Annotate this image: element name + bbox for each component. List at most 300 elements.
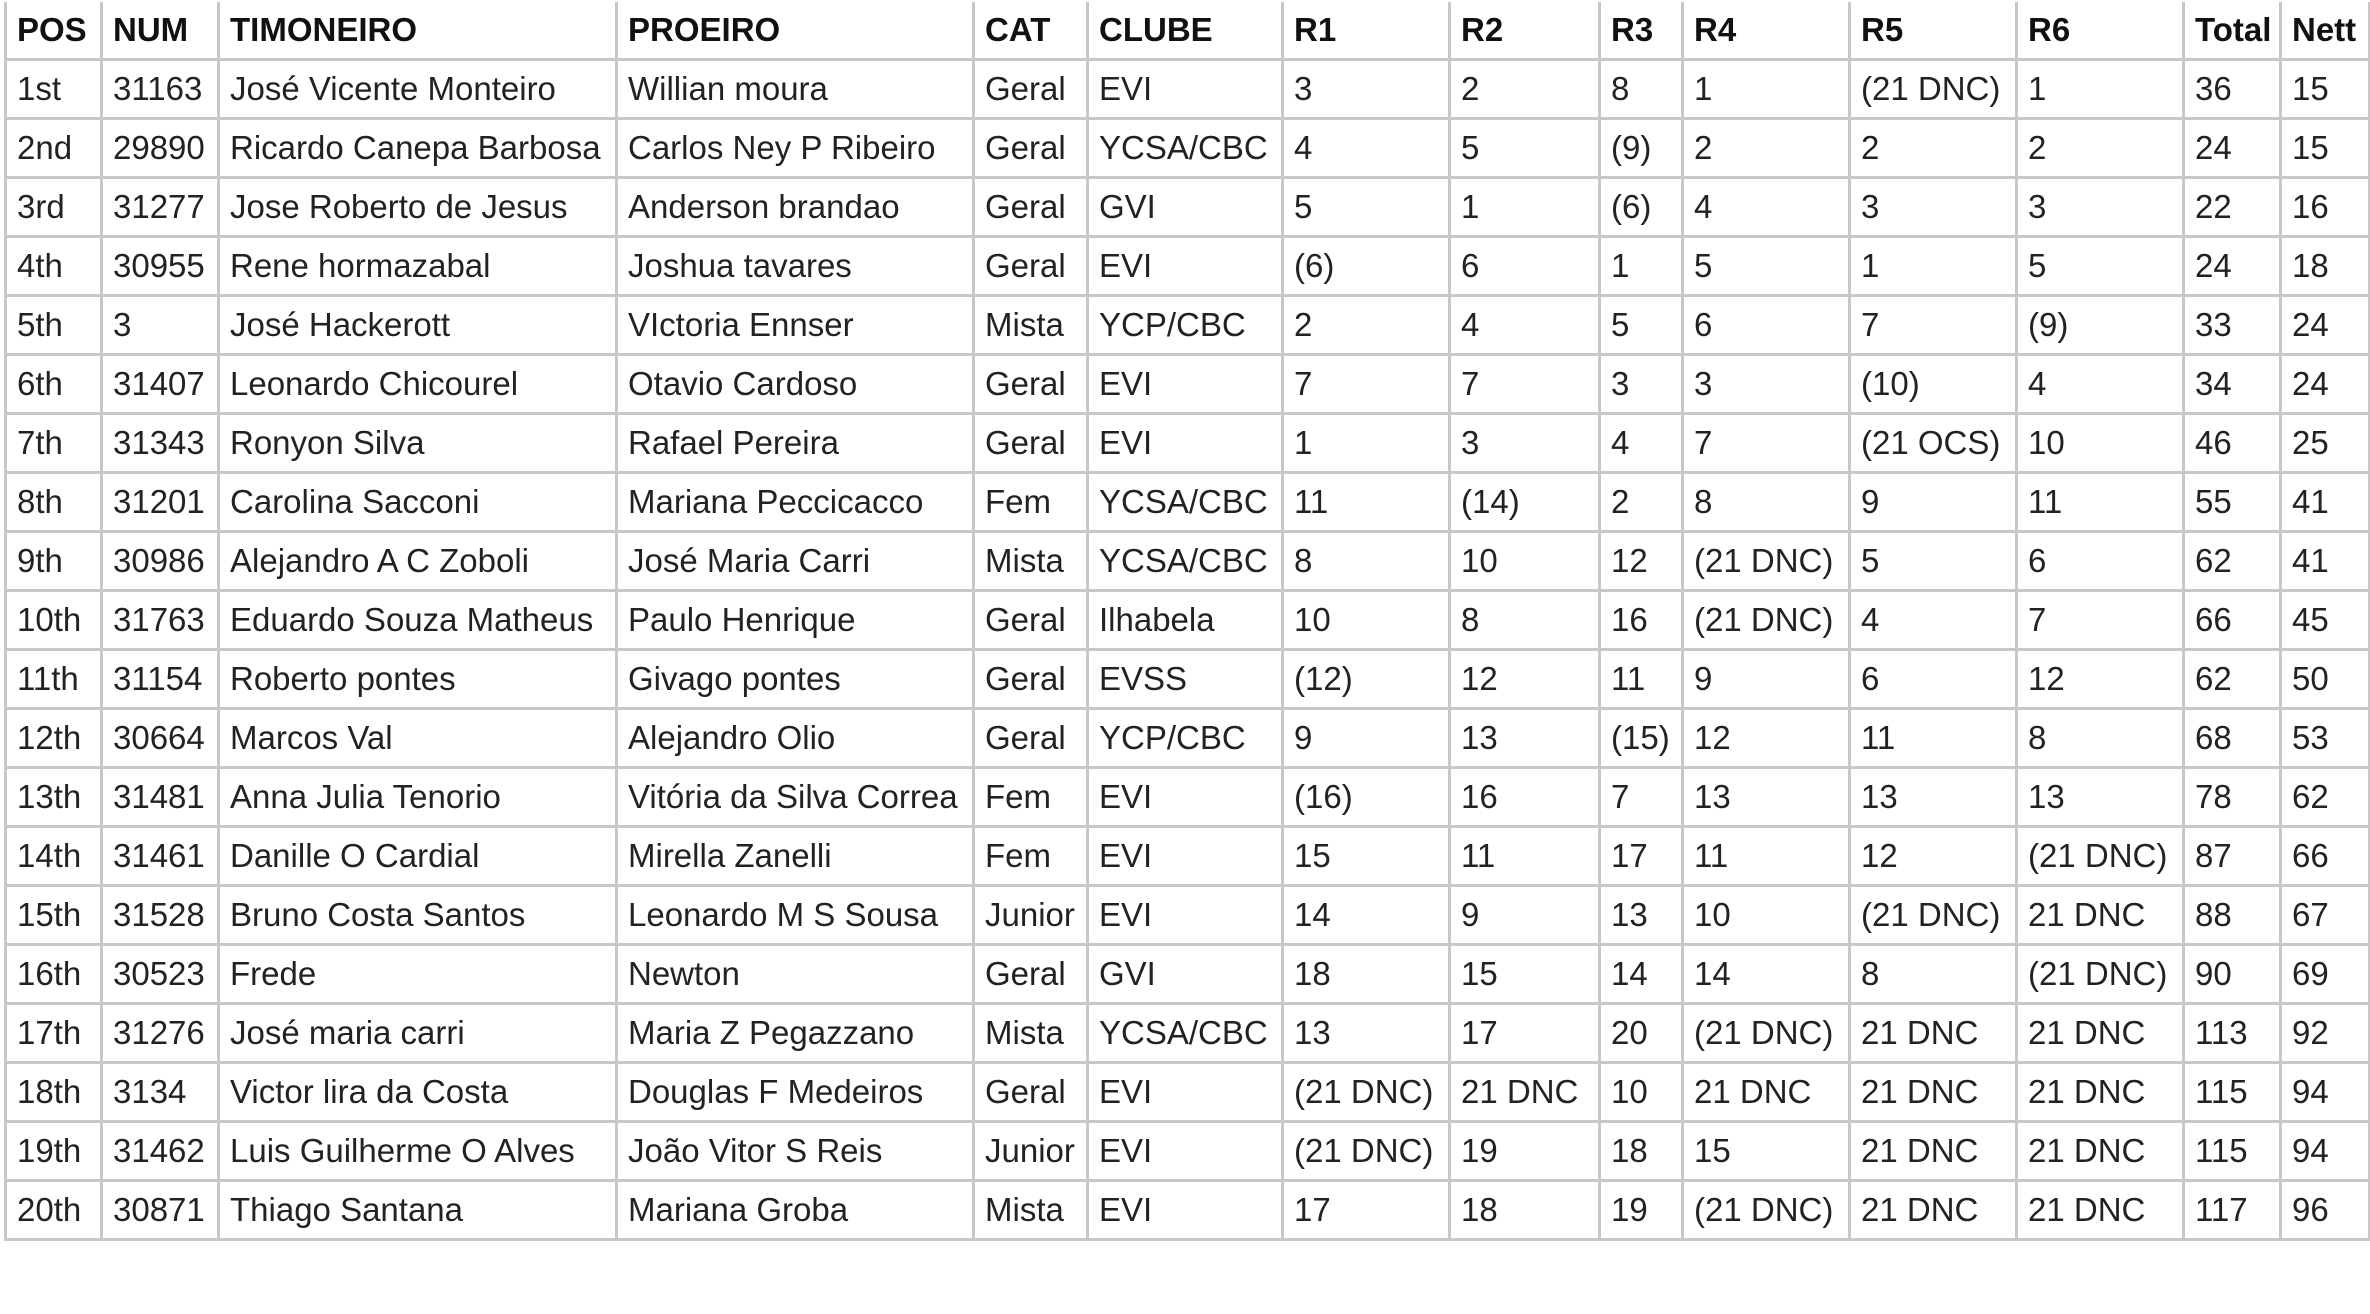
cell-total: 33 xyxy=(2184,296,2281,355)
cell-r4: 9 xyxy=(1683,650,1850,709)
cell-r2: 1 xyxy=(1450,178,1600,237)
cell-clube: YCSA/CBC xyxy=(1088,473,1283,532)
column-header-r3: R3 xyxy=(1600,2,1683,60)
cell-r3: 8 xyxy=(1600,60,1683,119)
cell-r3: 5 xyxy=(1600,296,1683,355)
cell-proeiro: Willian moura xyxy=(617,60,974,119)
cell-r1: 8 xyxy=(1283,532,1450,591)
cell-clube: EVI xyxy=(1088,886,1283,945)
cell-r2: 4 xyxy=(1450,296,1600,355)
cell-pos: 13th xyxy=(6,768,102,827)
cell-cat: Geral xyxy=(974,591,1088,650)
cell-clube: YCSA/CBC xyxy=(1088,1004,1283,1063)
cell-r1: 4 xyxy=(1283,119,1450,178)
cell-total: 87 xyxy=(2184,827,2281,886)
column-header-cat: CAT xyxy=(974,2,1088,60)
cell-proeiro: Joshua tavares xyxy=(617,237,974,296)
cell-pos: 18th xyxy=(6,1063,102,1122)
cell-r5: 9 xyxy=(1850,473,2017,532)
cell-clube: YCP/CBC xyxy=(1088,709,1283,768)
cell-pos: 15th xyxy=(6,886,102,945)
cell-r3: 3 xyxy=(1600,355,1683,414)
cell-r2: 5 xyxy=(1450,119,1600,178)
cell-proeiro: João Vitor S Reis xyxy=(617,1122,974,1181)
cell-pos: 19th xyxy=(6,1122,102,1181)
cell-proeiro: Mirella Zanelli xyxy=(617,827,974,886)
cell-cat: Geral xyxy=(974,119,1088,178)
cell-r2: 18 xyxy=(1450,1181,1600,1240)
cell-proeiro: Mariana Peccicacco xyxy=(617,473,974,532)
cell-pos: 6th xyxy=(6,355,102,414)
cell-timoneiro: Thiago Santana xyxy=(219,1181,617,1240)
cell-num: 30664 xyxy=(102,709,219,768)
cell-r1: (21 DNC) xyxy=(1283,1063,1450,1122)
cell-cat: Geral xyxy=(974,650,1088,709)
table-row xyxy=(6,473,2370,532)
column-header-r6: R6 xyxy=(2017,2,2184,60)
cell-pos: 20th xyxy=(6,1181,102,1240)
cell-timoneiro: Ricardo Canepa Barbosa xyxy=(219,119,617,178)
cell-nett: 25 xyxy=(2281,414,2370,473)
cell-r6: (21 DNC) xyxy=(2017,827,2184,886)
cell-timoneiro: José maria carri xyxy=(219,1004,617,1063)
cell-pos: 5th xyxy=(6,296,102,355)
cell-num: 3134 xyxy=(102,1063,219,1122)
cell-r5: 2 xyxy=(1850,119,2017,178)
cell-clube: GVI xyxy=(1088,945,1283,1004)
cell-proeiro: Vitória da Silva Correa xyxy=(617,768,974,827)
cell-num: 31163 xyxy=(102,60,219,119)
table-row xyxy=(6,119,2370,178)
column-header-proeiro: PROEIRO xyxy=(617,2,974,60)
cell-r1: 11 xyxy=(1283,473,1450,532)
cell-clube: YCSA/CBC xyxy=(1088,532,1283,591)
cell-clube: EVI xyxy=(1088,1063,1283,1122)
cell-clube: EVI xyxy=(1088,414,1283,473)
cell-timoneiro: Carolina Sacconi xyxy=(219,473,617,532)
cell-pos: 7th xyxy=(6,414,102,473)
cell-proeiro: Newton xyxy=(617,945,974,1004)
cell-num: 31154 xyxy=(102,650,219,709)
cell-r4: 14 xyxy=(1683,945,1850,1004)
cell-r5: (21 DNC) xyxy=(1850,60,2017,119)
cell-r6: 8 xyxy=(2017,709,2184,768)
table-row xyxy=(6,296,2370,355)
cell-r3: (9) xyxy=(1600,119,1683,178)
table-row xyxy=(6,1122,2370,1181)
cell-cat: Geral xyxy=(974,237,1088,296)
cell-pos: 11th xyxy=(6,650,102,709)
column-header-clube: CLUBE xyxy=(1088,2,1283,60)
results-table xyxy=(4,2,2370,1241)
cell-r3: 17 xyxy=(1600,827,1683,886)
cell-r4: 7 xyxy=(1683,414,1850,473)
cell-r2: (14) xyxy=(1450,473,1600,532)
cell-total: 88 xyxy=(2184,886,2281,945)
cell-r1: 1 xyxy=(1283,414,1450,473)
table-row xyxy=(6,532,2370,591)
cell-cat: Geral xyxy=(974,1063,1088,1122)
cell-pos: 2nd xyxy=(6,119,102,178)
cell-pos: 10th xyxy=(6,591,102,650)
cell-r1: 18 xyxy=(1283,945,1450,1004)
cell-r2: 6 xyxy=(1450,237,1600,296)
table-row xyxy=(6,591,2370,650)
cell-clube: EVI xyxy=(1088,60,1283,119)
cell-pos: 14th xyxy=(6,827,102,886)
cell-clube: EVI xyxy=(1088,237,1283,296)
cell-cat: Mista xyxy=(974,296,1088,355)
cell-nett: 53 xyxy=(2281,709,2370,768)
cell-r5: 6 xyxy=(1850,650,2017,709)
table-row xyxy=(6,709,2370,768)
cell-r2: 21 DNC xyxy=(1450,1063,1600,1122)
cell-total: 34 xyxy=(2184,355,2281,414)
cell-r2: 19 xyxy=(1450,1122,1600,1181)
cell-num: 31462 xyxy=(102,1122,219,1181)
cell-total: 36 xyxy=(2184,60,2281,119)
cell-clube: YCSA/CBC xyxy=(1088,119,1283,178)
cell-timoneiro: Ronyon Silva xyxy=(219,414,617,473)
cell-r3: (6) xyxy=(1600,178,1683,237)
cell-pos: 8th xyxy=(6,473,102,532)
cell-r5: 21 DNC xyxy=(1850,1181,2017,1240)
cell-total: 62 xyxy=(2184,650,2281,709)
cell-r6: 21 DNC xyxy=(2017,1122,2184,1181)
cell-r4: 2 xyxy=(1683,119,1850,178)
table-row xyxy=(6,1004,2370,1063)
cell-r4: (21 DNC) xyxy=(1683,1004,1850,1063)
cell-proeiro: Paulo Henrique xyxy=(617,591,974,650)
cell-clube: EVI xyxy=(1088,1122,1283,1181)
cell-r4: (21 DNC) xyxy=(1683,591,1850,650)
cell-r6: 10 xyxy=(2017,414,2184,473)
cell-cat: Geral xyxy=(974,414,1088,473)
cell-proeiro: Maria Z Pegazzano xyxy=(617,1004,974,1063)
table-header xyxy=(6,2,2370,60)
cell-r4: 11 xyxy=(1683,827,1850,886)
cell-num: 30523 xyxy=(102,945,219,1004)
cell-proeiro: Rafael Pereira xyxy=(617,414,974,473)
cell-timoneiro: Jose Roberto de Jesus xyxy=(219,178,617,237)
cell-r6: 5 xyxy=(2017,237,2184,296)
cell-r5: 7 xyxy=(1850,296,2017,355)
cell-r1: 10 xyxy=(1283,591,1450,650)
cell-r2: 3 xyxy=(1450,414,1600,473)
cell-r1: 9 xyxy=(1283,709,1450,768)
cell-r6: 21 DNC xyxy=(2017,886,2184,945)
cell-timoneiro: José Vicente Monteiro xyxy=(219,60,617,119)
cell-cat: Junior xyxy=(974,886,1088,945)
cell-r3: 18 xyxy=(1600,1122,1683,1181)
cell-total: 78 xyxy=(2184,768,2281,827)
cell-r4: 21 DNC xyxy=(1683,1063,1850,1122)
cell-total: 90 xyxy=(2184,945,2281,1004)
cell-r4: 6 xyxy=(1683,296,1850,355)
cell-r3: 10 xyxy=(1600,1063,1683,1122)
column-header-timoneiro: TIMONEIRO xyxy=(219,2,617,60)
cell-r4: 8 xyxy=(1683,473,1850,532)
cell-r2: 7 xyxy=(1450,355,1600,414)
table-row xyxy=(6,60,2370,119)
cell-timoneiro: Alejandro A C Zoboli xyxy=(219,532,617,591)
cell-cat: Geral xyxy=(974,60,1088,119)
cell-clube: GVI xyxy=(1088,178,1283,237)
cell-nett: 15 xyxy=(2281,60,2370,119)
cell-cat: Geral xyxy=(974,709,1088,768)
cell-r6: 12 xyxy=(2017,650,2184,709)
cell-total: 55 xyxy=(2184,473,2281,532)
cell-r2: 13 xyxy=(1450,709,1600,768)
cell-r2: 8 xyxy=(1450,591,1600,650)
cell-r3: 1 xyxy=(1600,237,1683,296)
cell-timoneiro: Frede xyxy=(219,945,617,1004)
cell-r4: 5 xyxy=(1683,237,1850,296)
cell-r6: 4 xyxy=(2017,355,2184,414)
cell-proeiro: Mariana Groba xyxy=(617,1181,974,1240)
cell-r6: 7 xyxy=(2017,591,2184,650)
column-header-nett: Nett xyxy=(2281,2,2370,60)
cell-pos: 1st xyxy=(6,60,102,119)
cell-r6: 21 DNC xyxy=(2017,1004,2184,1063)
cell-num: 31528 xyxy=(102,886,219,945)
table-row xyxy=(6,1181,2370,1240)
cell-r6: 21 DNC xyxy=(2017,1181,2184,1240)
cell-num: 30871 xyxy=(102,1181,219,1240)
cell-pos: 4th xyxy=(6,237,102,296)
table-row xyxy=(6,650,2370,709)
cell-r1: (16) xyxy=(1283,768,1450,827)
cell-pos: 9th xyxy=(6,532,102,591)
table-row xyxy=(6,414,2370,473)
cell-r4: (21 DNC) xyxy=(1683,1181,1850,1240)
cell-nett: 15 xyxy=(2281,119,2370,178)
cell-r3: 7 xyxy=(1600,768,1683,827)
cell-timoneiro: José Hackerott xyxy=(219,296,617,355)
cell-total: 68 xyxy=(2184,709,2281,768)
cell-pos: 17th xyxy=(6,1004,102,1063)
cell-r1: 2 xyxy=(1283,296,1450,355)
cell-r5: 4 xyxy=(1850,591,2017,650)
cell-r5: 11 xyxy=(1850,709,2017,768)
cell-timoneiro: Anna Julia Tenorio xyxy=(219,768,617,827)
cell-nett: 92 xyxy=(2281,1004,2370,1063)
cell-r1: 3 xyxy=(1283,60,1450,119)
cell-nett: 62 xyxy=(2281,768,2370,827)
cell-r5: 1 xyxy=(1850,237,2017,296)
cell-r3: 2 xyxy=(1600,473,1683,532)
cell-r2: 10 xyxy=(1450,532,1600,591)
cell-pos: 12th xyxy=(6,709,102,768)
cell-nett: 66 xyxy=(2281,827,2370,886)
cell-r1: 17 xyxy=(1283,1181,1450,1240)
cell-timoneiro: Roberto pontes xyxy=(219,650,617,709)
cell-r3: 13 xyxy=(1600,886,1683,945)
cell-nett: 24 xyxy=(2281,296,2370,355)
cell-timoneiro: Luis Guilherme O Alves xyxy=(219,1122,617,1181)
cell-timoneiro: Danille O Cardial xyxy=(219,827,617,886)
cell-r6: (9) xyxy=(2017,296,2184,355)
cell-num: 31277 xyxy=(102,178,219,237)
cell-total: 115 xyxy=(2184,1063,2281,1122)
table-row xyxy=(6,178,2370,237)
cell-r1: 13 xyxy=(1283,1004,1450,1063)
cell-proeiro: VIctoria Ennser xyxy=(617,296,974,355)
cell-clube: EVI xyxy=(1088,355,1283,414)
cell-r5: 5 xyxy=(1850,532,2017,591)
cell-cat: Mista xyxy=(974,1181,1088,1240)
column-header-pos: POS xyxy=(6,2,102,60)
cell-r3: 20 xyxy=(1600,1004,1683,1063)
cell-total: 24 xyxy=(2184,237,2281,296)
table-row xyxy=(6,768,2370,827)
cell-proeiro: Alejandro Olio xyxy=(617,709,974,768)
cell-proeiro: Givago pontes xyxy=(617,650,974,709)
cell-r5: 21 DNC xyxy=(1850,1122,2017,1181)
cell-r2: 9 xyxy=(1450,886,1600,945)
cell-r3: 11 xyxy=(1600,650,1683,709)
cell-r6: 2 xyxy=(2017,119,2184,178)
cell-num: 30955 xyxy=(102,237,219,296)
cell-total: 24 xyxy=(2184,119,2281,178)
cell-r5: 21 DNC xyxy=(1850,1004,2017,1063)
cell-r4: (21 DNC) xyxy=(1683,532,1850,591)
cell-num: 31343 xyxy=(102,414,219,473)
cell-num: 31276 xyxy=(102,1004,219,1063)
cell-r6: (21 DNC) xyxy=(2017,945,2184,1004)
cell-r5: 13 xyxy=(1850,768,2017,827)
cell-r2: 11 xyxy=(1450,827,1600,886)
cell-total: 46 xyxy=(2184,414,2281,473)
cell-timoneiro: Bruno Costa Santos xyxy=(219,886,617,945)
cell-r6: 3 xyxy=(2017,178,2184,237)
cell-r1: 7 xyxy=(1283,355,1450,414)
column-header-total: Total xyxy=(2184,2,2281,60)
cell-total: 22 xyxy=(2184,178,2281,237)
cell-total: 115 xyxy=(2184,1122,2281,1181)
cell-r1: 15 xyxy=(1283,827,1450,886)
cell-nett: 18 xyxy=(2281,237,2370,296)
cell-cat: Mista xyxy=(974,1004,1088,1063)
cell-pos: 16th xyxy=(6,945,102,1004)
cell-proeiro: Douglas F Medeiros xyxy=(617,1063,974,1122)
cell-r3: 19 xyxy=(1600,1181,1683,1240)
cell-r5: 21 DNC xyxy=(1850,1063,2017,1122)
cell-clube: EVI xyxy=(1088,768,1283,827)
table-row xyxy=(6,355,2370,414)
cell-cat: Fem xyxy=(974,473,1088,532)
column-header-r5: R5 xyxy=(1850,2,2017,60)
cell-total: 117 xyxy=(2184,1181,2281,1240)
cell-nett: 16 xyxy=(2281,178,2370,237)
cell-nett: 94 xyxy=(2281,1063,2370,1122)
cell-nett: 96 xyxy=(2281,1181,2370,1240)
cell-r2: 12 xyxy=(1450,650,1600,709)
cell-timoneiro: Victor lira da Costa xyxy=(219,1063,617,1122)
cell-r4: 3 xyxy=(1683,355,1850,414)
cell-r4: 13 xyxy=(1683,768,1850,827)
header-row xyxy=(6,2,2370,60)
cell-pos: 3rd xyxy=(6,178,102,237)
cell-cat: Mista xyxy=(974,532,1088,591)
cell-r4: 1 xyxy=(1683,60,1850,119)
column-header-r4: R4 xyxy=(1683,2,1850,60)
cell-r6: 21 DNC xyxy=(2017,1063,2184,1122)
cell-r5: (10) xyxy=(1850,355,2017,414)
cell-cat: Fem xyxy=(974,827,1088,886)
column-header-r2: R2 xyxy=(1450,2,1600,60)
cell-r5: (21 OCS) xyxy=(1850,414,2017,473)
cell-r1: (21 DNC) xyxy=(1283,1122,1450,1181)
cell-r4: 12 xyxy=(1683,709,1850,768)
cell-num: 31461 xyxy=(102,827,219,886)
cell-r5: (21 DNC) xyxy=(1850,886,2017,945)
cell-r3: (15) xyxy=(1600,709,1683,768)
cell-clube: EVI xyxy=(1088,827,1283,886)
cell-nett: 24 xyxy=(2281,355,2370,414)
cell-num: 31201 xyxy=(102,473,219,532)
cell-r6: 13 xyxy=(2017,768,2184,827)
cell-nett: 50 xyxy=(2281,650,2370,709)
cell-clube: Ilhabela xyxy=(1088,591,1283,650)
cell-r3: 14 xyxy=(1600,945,1683,1004)
table-body xyxy=(6,60,2370,1240)
cell-r1: (6) xyxy=(1283,237,1450,296)
cell-num: 31407 xyxy=(102,355,219,414)
cell-r5: 3 xyxy=(1850,178,2017,237)
column-header-r1: R1 xyxy=(1283,2,1450,60)
cell-nett: 41 xyxy=(2281,532,2370,591)
cell-r3: 4 xyxy=(1600,414,1683,473)
cell-cat: Geral xyxy=(974,178,1088,237)
table-row xyxy=(6,827,2370,886)
table-row xyxy=(6,1063,2370,1122)
cell-proeiro: José Maria Carri xyxy=(617,532,974,591)
cell-num: 29890 xyxy=(102,119,219,178)
cell-clube: EVI xyxy=(1088,1181,1283,1240)
cell-timoneiro: Eduardo Souza Matheus xyxy=(219,591,617,650)
cell-proeiro: Leonardo M S Sousa xyxy=(617,886,974,945)
cell-clube: EVSS xyxy=(1088,650,1283,709)
cell-total: 113 xyxy=(2184,1004,2281,1063)
table-row xyxy=(6,886,2370,945)
cell-r1: 14 xyxy=(1283,886,1450,945)
cell-num: 31763 xyxy=(102,591,219,650)
cell-proeiro: Anderson brandao xyxy=(617,178,974,237)
cell-nett: 41 xyxy=(2281,473,2370,532)
cell-r2: 15 xyxy=(1450,945,1600,1004)
cell-nett: 67 xyxy=(2281,886,2370,945)
cell-nett: 45 xyxy=(2281,591,2370,650)
table-row xyxy=(6,945,2370,1004)
cell-r6: 6 xyxy=(2017,532,2184,591)
cell-r3: 16 xyxy=(1600,591,1683,650)
cell-nett: 94 xyxy=(2281,1122,2370,1181)
cell-r5: 8 xyxy=(1850,945,2017,1004)
cell-total: 62 xyxy=(2184,532,2281,591)
cell-r1: (12) xyxy=(1283,650,1450,709)
cell-num: 30986 xyxy=(102,532,219,591)
cell-r5: 12 xyxy=(1850,827,2017,886)
cell-total: 66 xyxy=(2184,591,2281,650)
cell-r4: 15 xyxy=(1683,1122,1850,1181)
cell-timoneiro: Leonardo Chicourel xyxy=(219,355,617,414)
cell-num: 3 xyxy=(102,296,219,355)
cell-proeiro: Otavio Cardoso xyxy=(617,355,974,414)
column-header-num: NUM xyxy=(102,2,219,60)
cell-cat: Geral xyxy=(974,355,1088,414)
cell-cat: Geral xyxy=(974,945,1088,1004)
